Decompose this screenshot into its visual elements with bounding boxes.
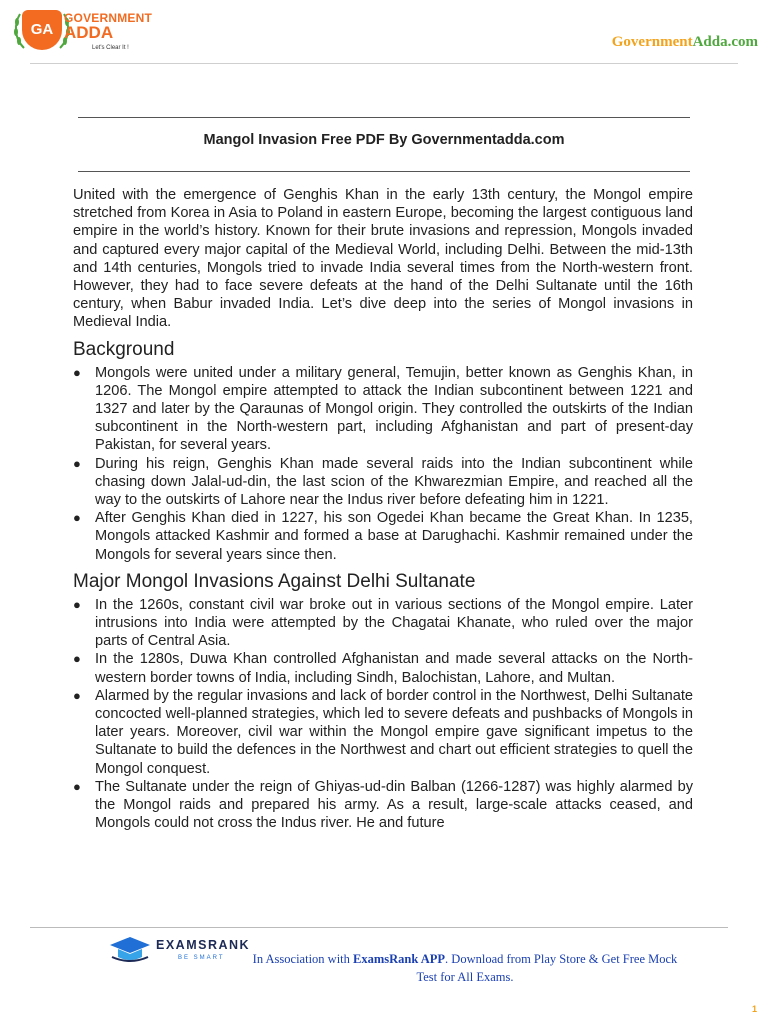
list-item xyxy=(73,509,693,564)
logo-text-government: GOVERNMENT xyxy=(64,11,153,25)
document-title: Mangol Invasion Free PDF By Governmentadda.com xyxy=(203,132,565,148)
list-item-text: Mongols were united under a military general, Temujin, better known as Genghis Khan, in 1206. The Mongol empire attempted to attack the Indian subcontinent between 1221 and 1327 and later by the Qaraunas of Mongol origin. They controlled the outskirts of the Indian subcontinent in the North-western part, including Afghanistan and part of present-day Pakistan, for several years. xyxy=(95,364,693,454)
list-item-text: During his reign, Genghis Khan made several raids into the Indian subcontinent while chasing down Jalal-ud-din, the last scion of the Khwarezmian Empire, and reached all the way to the outskirts of Lahore near the Indus river before defeating him in 1221. xyxy=(95,455,693,509)
site-name-part1: Government xyxy=(611,34,693,50)
footer-text-prefix: In Association with xyxy=(252,952,354,966)
footer-divider xyxy=(30,927,728,928)
header-divider xyxy=(30,63,738,64)
bullet-icon: ● xyxy=(73,364,81,380)
graduation-cap-icon xyxy=(108,935,152,965)
list-item-text: The Sultanate under the reign of Ghiyas-ud-din Balban (1266-1287) was highly alarmed by the Mongol raids and prepared his army. As a result, large-scale attacks ceased, and Mongols could not cross the Indus river. He and future xyxy=(95,778,693,832)
footer-promo-text[interactable] xyxy=(248,950,682,986)
examsrank-brand: EXAMSRANK xyxy=(156,938,251,952)
list-item-text: After Genghis Khan died in 1227, his son Ogedei Khan became the Great Khan. In 1235, Mongols attacked Kashmir and formed a base at Darughachi. Kashmir remained under the Mongols for several years since then. xyxy=(95,510,693,563)
examsrank-logo[interactable] xyxy=(108,935,251,969)
bullet-icon: ● xyxy=(73,651,81,667)
list-item xyxy=(73,778,693,833)
examsrank-tagline: BE SMART xyxy=(178,955,225,961)
bullet-icon: ● xyxy=(73,510,81,526)
bullet-icon: ● xyxy=(73,778,81,794)
major-invasions-list xyxy=(73,596,693,833)
list-item xyxy=(73,596,693,651)
list-item-text: Alarmed by the regular invasions and lack of border control in the Northwest, Delhi Sultanate concocted well-planned strategies, which led to severe defeats and pushbacks of Mongols in later years. Moreover, civil war within the Mongol empire gave significant impetus to the Sultanate to build the defences in the Northwest and chart out efficient strategies to quell the Mongol conquest. xyxy=(95,687,693,777)
bullet-icon: ● xyxy=(73,455,81,471)
list-item xyxy=(73,650,693,686)
page-number: 1 xyxy=(751,1004,757,1014)
logo-tagline: Let's Clear It ! xyxy=(92,45,129,51)
site-name-link[interactable] xyxy=(612,34,758,51)
bullet-icon: ● xyxy=(73,596,81,612)
site-name-part2: Adda.com xyxy=(692,34,758,50)
logo-badge: GA xyxy=(22,10,62,50)
background-list xyxy=(73,364,693,564)
list-item xyxy=(73,455,693,510)
logo-text-adda: ADDA xyxy=(64,23,114,42)
list-item-text: In the 1260s, constant civil war broke out in various sections of the Mongol empire. Later intrusions into India were attempted by the Chagatai Khanate, who ruled over the major parts of Central Asia. xyxy=(95,596,693,650)
intro-paragraph: United with the emergence of Genghis Khan in the early 13th century, the Mongol empire stretched from Korea in Asia to Poland in eastern Europe, becoming the largest contiguous land empire in the world’s history. Known for their brute invasions and repression, Mongols invaded and captured every major capital of the Medieval World, including Delhi. Between the mid-13th and 14th centuries, Mongols tried to invade India several times from the North-western front. However, they had to face severe defeats at the hand of the Delhi Sultanate until the 16th century, when Babur invaded India. Let’s dive deep into the series of Mongol invasions in Medieval India. xyxy=(73,187,693,331)
section-heading-background: Background xyxy=(73,338,175,360)
list-item xyxy=(73,687,693,778)
title-rule-top xyxy=(78,117,690,118)
section-heading-major-invasions: Major Mongol Invasions Against Delhi Sultanate xyxy=(73,570,476,592)
list-item-text: In the 1280s, Duwa Khan controlled Afghanistan and made several attacks on the North-western border towns of India, including Sindh, Balochistan, Lahore, and Multan. xyxy=(95,651,693,686)
bullet-icon: ● xyxy=(73,687,81,703)
footer-app-link[interactable]: ExamsRank APP xyxy=(353,952,446,966)
title-rule-bottom xyxy=(78,171,690,172)
footer-text-suffix: . Download from Play Store & Get Free Mock Test for All Exams. xyxy=(416,952,678,984)
page-header xyxy=(0,0,768,64)
governmentadda-logo[interactable] xyxy=(12,8,162,52)
document-body xyxy=(73,186,693,833)
list-item xyxy=(73,364,693,455)
